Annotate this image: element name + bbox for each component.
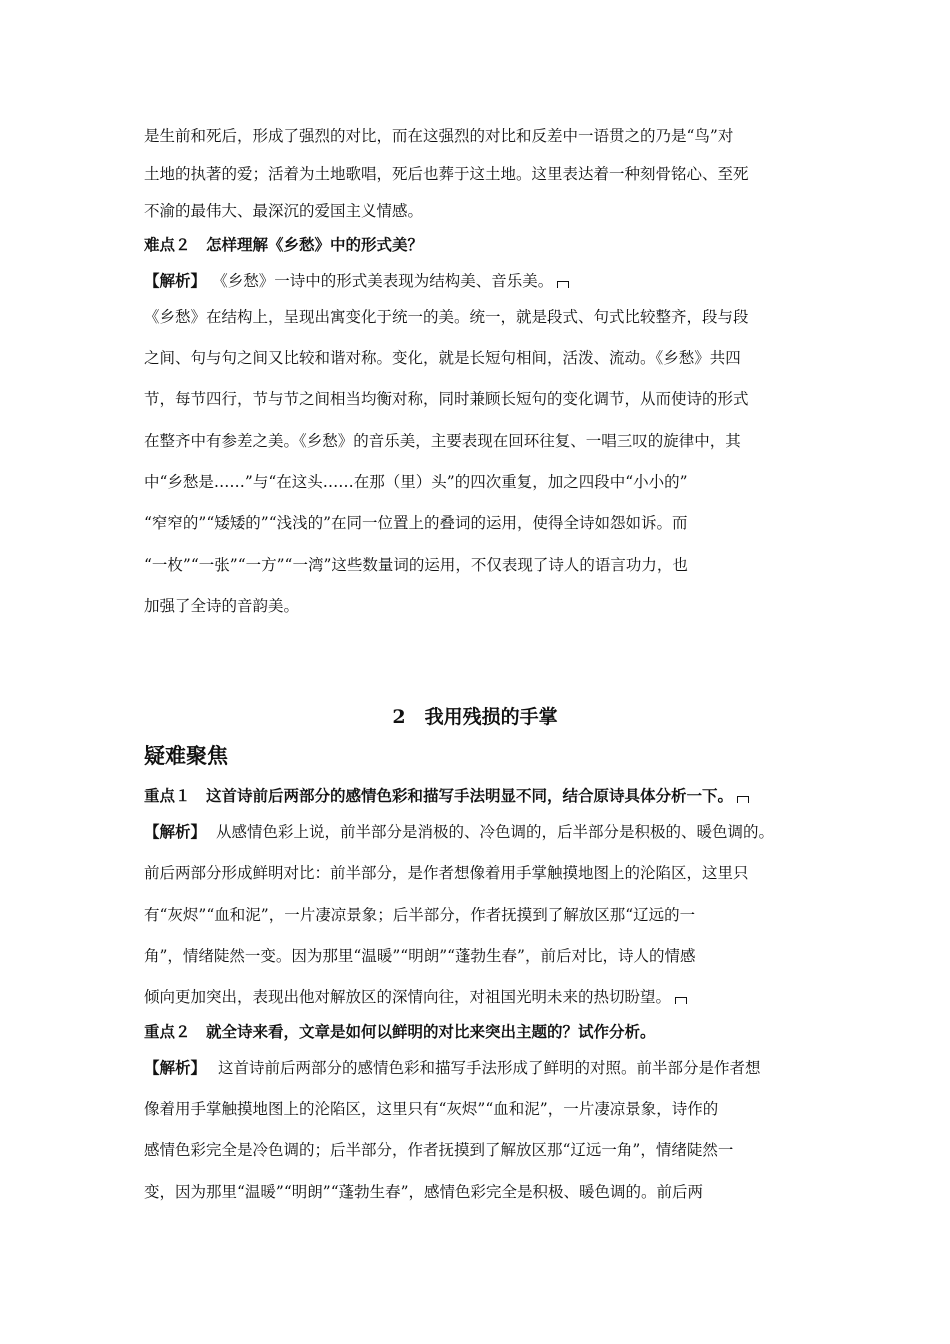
body-line: “窄窄的”“矮矮的”“浅浅的”在同一位置上的叠词的运用，使得全诗如怨如诉。而 (144, 514, 688, 532)
body-line: 感情色彩完全是冷色调的；后半部分，作者抚摸到了解放区那“辽远一角”，情绪陡然一 (144, 1141, 734, 1159)
analysis-text: 这首诗前后两部分的感情色彩和描写手法形成了鲜明的对照。前半部分是作者想 (218, 1059, 761, 1077)
section-heading: 疑难聚焦 (144, 743, 228, 768)
body-text: 倾向更加突出，表现出他对解放区的深情向往，对祖国光明未来的热切盼望。 (144, 988, 672, 1006)
return-mark-icon (737, 796, 749, 803)
body-line: 之间、句与句之间又比较和谐对称。变化，就是长短句相间，活泼、流动。《乡愁》共四 (144, 349, 741, 367)
analysis-label: 【解析】 (144, 822, 207, 841)
chapter-title: 2 我用残损的手掌 (392, 706, 558, 728)
body-line: 像着用手掌触摸地图上的沦陷区，这里只有“灰烬”“血和泥”，一片凄凉景象，诗作的 (144, 1100, 719, 1118)
body-line: 加强了全诗的音韵美。 (144, 597, 300, 615)
body-line: 在整齐中有参差之美。《乡愁》的音乐美，主要表现在回环往复、一唱三叹的旋律中，其 (144, 432, 741, 450)
analysis-label: 【解析】 (144, 1058, 207, 1077)
body-line: 变，因为那里“温暖”“明朗”“蓬勃生春”，感情色彩完全是积极、暖色调的。前后两 (144, 1183, 704, 1201)
body-line: “一枚”“一张”“一方”“一湾”这些数量词的运用，不仅表现了诗人的语言功力，也 (144, 556, 688, 574)
body-line: 中“乡愁是……”与“在这头……在那（里）头”的四次重复，加之四段中“小小的” (144, 473, 688, 491)
body-line: 不渝的最伟大、最深沉的爱国主义情感。 (144, 202, 424, 220)
body-line (144, 987, 824, 1007)
body-line: 土地的执著的爱；活着为土地歌唱，死后也葬于这土地。这里表达着一种刻骨铭心、至死 (144, 165, 749, 183)
body-line: 有“灰烬”“血和泥”，一片凄凉景象；后半部分，作者抚摸到了解放区那“辽远的一 (144, 906, 696, 924)
body-line: 《乡愁》在结构上，呈现出寓变化于统一的美。统一，就是段式、句式比较整齐，段与段 (144, 308, 749, 326)
analysis-line (144, 1058, 824, 1078)
question-heading (144, 786, 824, 806)
body-line: 是生前和死后，形成了强烈的对比，而在这强烈的对比和反差中一语贯之的乃是“鸟”对 (144, 127, 734, 145)
analysis-text: 《乡愁》一诗中的形式美表现为结构美、音乐美。 (220, 272, 554, 290)
body-line: 角”，情绪陡然一变。因为那里“温暖”“明朗”“蓬勃生春”，前后对比，诗人的情感 (144, 947, 696, 965)
question-heading: 重点２ 就全诗来看，文章是如何以鲜明的对比来突出主题的？试作分析。 (144, 1022, 656, 1041)
analysis-text: 从感情色彩上说，前半部分是消极的、冷色调的，后半部分是积极的、暖色调的。 (216, 823, 775, 841)
return-mark-icon (675, 997, 687, 1004)
body-line: 节，每节四行，节与节之间相当均衡对称，同时兼顾长短句的变化调节，从而使诗的形式 (144, 390, 749, 408)
question-heading: 难点２ 怎样理解《乡愁》中的形式美？ (144, 235, 424, 254)
question-heading-text: 重点１ 这首诗前后两部分的感情色彩和描写手法明显不同，结合原诗具体分析一下。 (144, 786, 734, 805)
analysis-label: 【解析】 (144, 271, 207, 290)
body-line: 前后两部分形成鲜明对比：前半部分，是作者想像着用手掌触摸地图上的沦陷区，这里只 (144, 864, 749, 882)
analysis-line (144, 822, 824, 842)
analysis-line (144, 271, 824, 291)
return-mark-icon (557, 281, 569, 288)
